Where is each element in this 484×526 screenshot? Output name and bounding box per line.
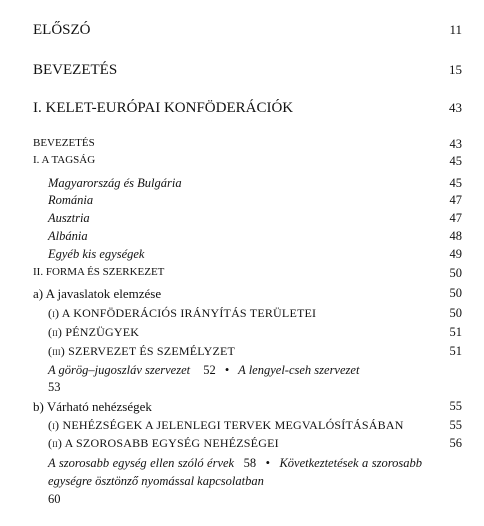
ref-page: 52 xyxy=(203,363,216,377)
ref-title: Következtetések a szorosabb egységre ösztönző nyomással kapcsolatban xyxy=(48,456,423,488)
toc-page-number: 55 xyxy=(449,418,462,432)
toc-page-number: 50 xyxy=(449,306,462,320)
toc-subentry-label: Albánia xyxy=(48,229,88,243)
toc-page-number: 51 xyxy=(449,325,462,339)
toc-page-number: 45 xyxy=(449,176,462,190)
toc-page-number: 56 xyxy=(449,436,462,450)
toc-subentry-label: Románia xyxy=(48,193,94,207)
toc-subentry-label: (ii) A SZOROSABB EGYSÉG NEHÉZSÉGEI xyxy=(48,436,279,450)
toc-section-label: b) Várható nehézségek xyxy=(33,399,152,414)
toc-page-number: 11 xyxy=(449,22,462,37)
toc-page-number: 49 xyxy=(449,247,462,261)
toc-page-number: 47 xyxy=(449,211,462,225)
toc-subentry-label: Egyéb kis egységek xyxy=(48,247,145,261)
toc-entry-label: BEVEZETÉS xyxy=(33,62,118,78)
ref-title: A lengyel-cseh szervezet xyxy=(238,363,360,377)
toc-subentry-label: (iii) SZERVEZET ÉS SZEMÉLYZET xyxy=(48,344,236,358)
toc-subentry-label: (ii) PÉNZÜGYEK xyxy=(48,325,140,339)
toc-entry-label: BEVEZETÉS xyxy=(33,137,95,149)
toc-page-number: 50 xyxy=(449,286,462,300)
toc-subentry-label: (i) NEHÉZSÉGEK A JELENLEGI TERVEK MEGVALÓSÍTÁSÁBAN xyxy=(48,418,404,432)
toc-page-number: 47 xyxy=(449,193,462,207)
ref-page: 58 xyxy=(243,456,257,470)
bullet-icon: • xyxy=(265,456,270,470)
toc-page-number: 15 xyxy=(449,62,462,77)
toc-entry-label: I. A TAGSÁG xyxy=(33,154,96,166)
toc-subentry-label: (i) A KONFÖDERÁCIÓS IRÁNYÍTÁS TERÜLETEI xyxy=(48,306,317,320)
toc-part-label: I. KELET-EURÓPAI KONFÖDERÁCIÓK xyxy=(33,100,294,116)
toc-page-number: 45 xyxy=(449,154,462,168)
toc-page-number: 55 xyxy=(449,399,462,413)
toc-page-number: 43 xyxy=(449,137,462,151)
toc-run-in-text xyxy=(48,362,426,396)
toc-entry-label: II. FORMA ÉS SZERKEZET xyxy=(33,266,165,278)
ref-title: A görög–jugoszláv szervezet xyxy=(48,363,191,377)
ref-page: 53 xyxy=(48,380,61,394)
toc-page-number: 51 xyxy=(449,344,462,358)
toc-subentry-label: Magyarország és Bulgária xyxy=(48,176,182,190)
toc-section-label: a) A javaslatok elemzése xyxy=(33,286,162,301)
bullet-icon: • xyxy=(224,363,230,377)
toc-run-in-text xyxy=(48,454,422,508)
toc-page-number: 50 xyxy=(449,266,462,280)
ref-page: 60 xyxy=(48,492,61,506)
toc-subentry-label: Ausztria xyxy=(48,211,90,225)
toc-entry-label: ELŐSZÓ xyxy=(33,22,91,38)
ref-title: A szorosabb egység ellen szóló érvek xyxy=(48,456,235,470)
toc-page-number: 43 xyxy=(449,100,462,115)
toc-page-number: 48 xyxy=(449,229,462,243)
